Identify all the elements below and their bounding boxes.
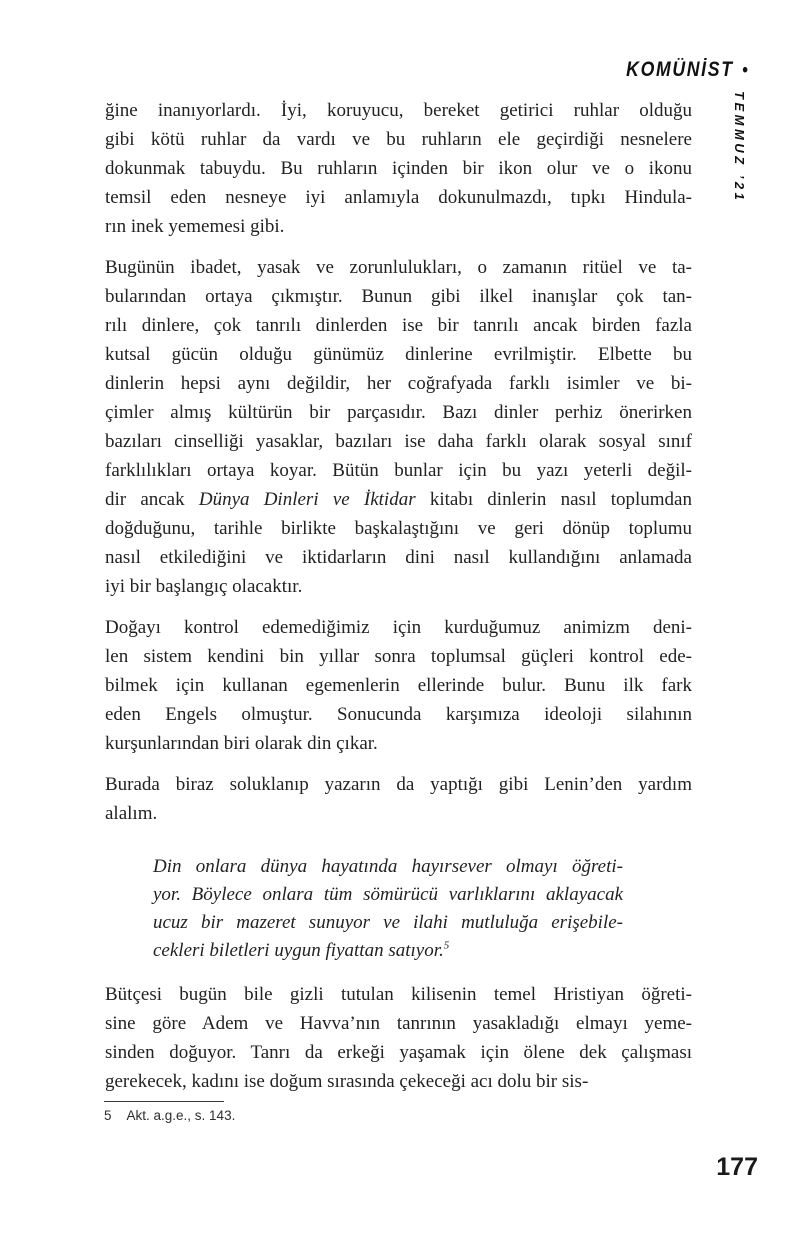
text-line: Bütçesi bugün bile gizli tutulan kilisenin temel Hristiyan öğreti- — [105, 984, 692, 1005]
text-line: bazıları cinselliği yasaklar, bazıları ise daha farklı olarak sosyal sınıf — [105, 431, 692, 452]
text-line: ucuz bir mazeret sunuyor ve ilahi mutluluğa erişebile- — [153, 912, 623, 933]
text-line: çimler almış kültürün bir parçasıdır. Bazı dinler perhiz önerirken — [105, 402, 692, 423]
text-line: nasıl etkilediğini ve iktidarların dini nasıl kullandığını anlamada — [105, 547, 692, 568]
text-line: sinden doğuyor. Tanrı da erkeği yaşamak için ölene dek çalışması — [105, 1042, 692, 1063]
text-line: Din onlara dünya hayatında hayırsever olmayı öğreti- — [153, 856, 623, 877]
text-line: kurşunlarından biri olarak din çıkar. — [105, 733, 378, 754]
text-line: alalım. — [105, 803, 158, 824]
text-line: dinlerin hepsi aynı değildir, her coğrafyada farklı isimler ve bi- — [105, 373, 692, 394]
issue-date-vertical: TEMMUZ ’21 — [732, 91, 747, 204]
text-line: rın inek yememesi gibi. — [105, 216, 285, 237]
paragraph — [105, 980, 692, 1096]
text-line: kutsal gücün olduğu günümüz dinlerine evrilmiştir. Elbette bu — [105, 344, 692, 365]
footnote-divider — [104, 1101, 224, 1102]
text-line: sine göre Adem ve Havva’nın tanrının yasakladığı elmayı yeme- — [105, 1013, 692, 1034]
text-line: temsil eden nesneye iyi anlamıyla dokunulmazdı, tıpkı Hindula- — [105, 187, 692, 208]
text-line: yor. Böylece onlara tüm sömürücü varlıklarını aklayacak — [153, 884, 623, 905]
text-line: cekleri biletleri uygun fiyattan satıyor.$^5$ — [153, 939, 450, 961]
footnote-text: Akt. a.g.e., s. 143. — [126, 1108, 236, 1123]
paragraph — [105, 253, 692, 601]
text-line: Doğayı kontrol edemediğimiz için kurduğumuz animizm deni- — [105, 617, 692, 638]
text-line: gibi kötü ruhlar da vardı ve bu ruhların ele geçirdiği nesnelere — [105, 129, 692, 150]
masthead-bullet-icon: • — [742, 60, 748, 81]
text-line: gerekecek, kadını ise doğum sırasında çekeceği acı dolu bir sis- — [105, 1071, 589, 1092]
text-line: Burada biraz soluklanıp yazarın da yaptığı gibi Lenin’den yardım — [105, 774, 692, 795]
block-quote — [153, 853, 623, 965]
text-line: doğduğunu, tarihle birlikte başkalaştığını ve geri dönüp toplumu — [105, 518, 692, 539]
text-line: bilmek için kullanan egemenlerin ellerinde bulur. Bunu ilk fark — [105, 675, 692, 696]
page-number: 177 — [716, 1153, 758, 1181]
paragraph — [105, 770, 692, 828]
text-line: farklılıkları ortaya koyar. Bütün bunlar için bu yazı yeterli değil- — [105, 460, 692, 481]
paragraph — [105, 96, 692, 241]
journal-masthead — [626, 58, 748, 82]
text-column — [105, 96, 692, 1108]
footnote — [104, 1108, 235, 1123]
journal-title: KOMÜNİST — [626, 58, 735, 81]
text-line: rılı dinlere, çok tanrılı dinlerden ise bir tanrılı ancak birden fazla — [105, 315, 692, 336]
text-line: len sistem kendini bin yıllar sonra toplumsal güçleri kontrol ede- — [105, 646, 692, 667]
text-line: dokunmak tabuydu. Bu ruhların içinden bir ikon olur ve o ikonu — [105, 158, 692, 179]
book-title-italic: Dünya Dinleri ve İktidar — [198, 489, 416, 510]
text-line: Bugünün ibadet, yasak ve zorunlulukları, o zamanın ritüel ve ta- — [105, 257, 692, 278]
paragraph — [105, 613, 692, 758]
text-line: dir ancak Dünya Dinleri ve İktidar kitabı dinlerin nasıl toplumdan — [105, 489, 692, 510]
footnote-reference: 5 — [443, 939, 450, 952]
text-line: eden Engels olmuştur. Sonucunda karşımıza ideoloji silahının — [105, 704, 692, 725]
text-line: ğine inanıyorlardı. İyi, koruyucu, bereket getirici ruhlar olduğu — [105, 100, 692, 121]
text-line: bularından ortaya çıkmıştır. Bunun gibi ilkel inanışlar çok tan- — [105, 286, 692, 307]
footnote-number: 5 — [104, 1108, 112, 1123]
text-line: iyi bir başlangıç olacaktır. — [105, 576, 303, 597]
